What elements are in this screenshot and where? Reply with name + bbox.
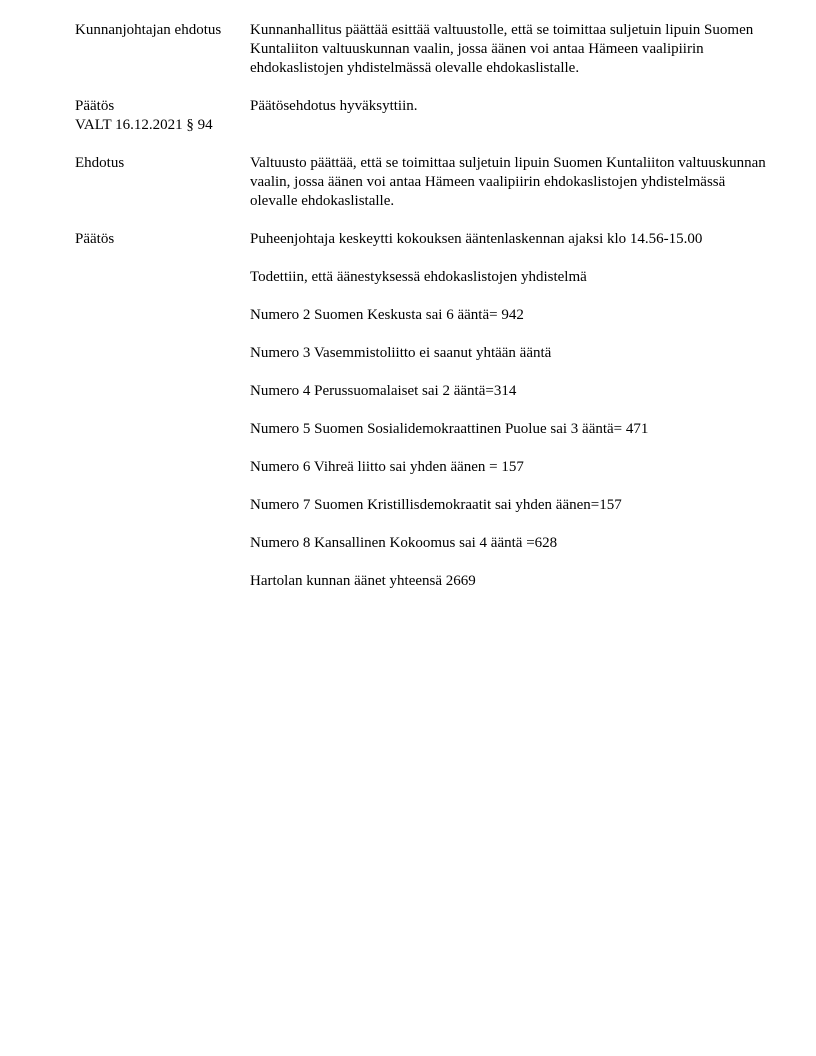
section-content-column: [250, 154, 772, 211]
paragraph-vote-result: Numero 4 Perussuomalaiset sai 2 ääntä=314: [250, 383, 517, 399]
section-label-column: [75, 21, 250, 40]
paragraph-vote-total: Hartolan kunnan äänet yhteensä 2669: [250, 573, 476, 589]
paragraph-vote-result: Numero 5 Suomen Sosialidemokraattinen Puolue sai 3 ääntä= 471: [250, 421, 649, 437]
paragraph: Kunnanhallitus päättää esittää valtuustolle, että se toimittaa suljetuin lipuin Suomen Kuntaliiton valtuuskunnan vaalin, jossa äänen voi antaa Hämeen vaalipiirin ehdokaslistojen yhdistelmässä olevalle ehdokaslistalle.: [250, 22, 754, 76]
section-content-column: [250, 97, 772, 116]
section-label: Ehdotus: [75, 155, 125, 171]
paragraph: Todettiin, että äänestyksessä ehdokaslistojen yhdistelmä: [250, 269, 587, 285]
section-paatos-valt: [75, 97, 772, 135]
section-content-column: [250, 230, 772, 591]
section-label-column: [75, 97, 250, 135]
paragraph-vote-result: Numero 2 Suomen Keskusta sai 6 ääntä= 942: [250, 307, 524, 323]
section-label-reference: VALT 16.12.2021 § 94: [75, 117, 213, 133]
section-label-column: [75, 230, 250, 249]
section-label: Päätös: [75, 98, 115, 114]
section-label: Kunnanjohtajan ehdotus: [75, 22, 222, 38]
section-paatos: [75, 230, 772, 591]
paragraph-vote-result: Numero 8 Kansallinen Kokoomus sai 4 ääntä =628: [250, 535, 558, 551]
section-label-column: [75, 154, 250, 173]
paragraph: Valtuusto päättää, että se toimittaa suljetuin lipuin Suomen Kuntaliiton valtuuskunnan vaalin, jossa äänen voi antaa Hämeen vaalipiirin ehdokaslistojen yhdistelmässä olevalle ehdokaslistalle.: [250, 155, 766, 209]
section-label: Päätös: [75, 231, 115, 247]
section-kunnanjohtajan-ehdotus: [75, 21, 772, 78]
paragraph-vote-result: Numero 6 Vihreä liitto sai yhden äänen = 157: [250, 459, 524, 475]
paragraph: Päätösehdotus hyväksyttiin.: [250, 98, 418, 114]
paragraph-vote-result: Numero 3 Vasemmistoliitto ei saanut yhtään ääntä: [250, 345, 552, 361]
section-content-column: [250, 21, 772, 78]
paragraph: Puheenjohtaja keskeytti kokouksen ääntenlaskennan ajaksi klo 14.56-15.00: [250, 231, 703, 247]
section-ehdotus: [75, 154, 772, 211]
paragraph-vote-result: Numero 7 Suomen Kristillisdemokraatit sai yhden äänen=157: [250, 497, 622, 513]
